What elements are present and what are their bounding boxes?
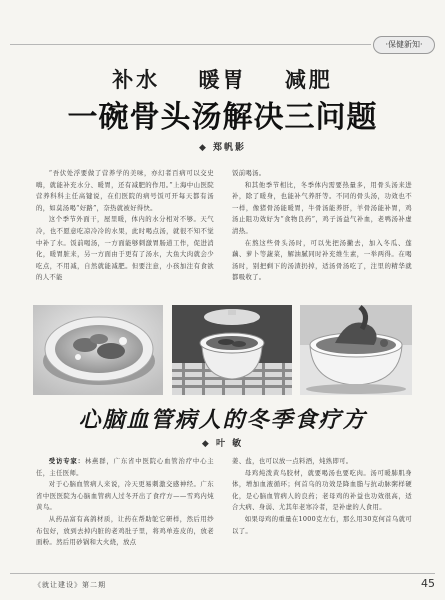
page-number: 45 [421, 577, 435, 590]
footer-publication: 《就让建设》第二期 [34, 581, 106, 589]
paragraph: 对于心脑血管病人来说，冷天更易刺激交感神经。广东省中医医院为心脑血管病人过冬开出了食疗方——雪鸡内炖黄鸟。 [36, 480, 214, 512]
soup-photo-3 [300, 305, 412, 395]
paragraph: 和其他季节相比，冬季体内需要热量多，用骨头汤来进补，除了暖身，也能补气养肝等。不同的骨头汤，功效也不一样，像猪骨汤能暖胃，牛骨汤能养肝，羊骨汤能补胃，鸡汤止阻功效好为“食物良药”，鸡子汤益气补血，老鸭汤补虚清热。 [232, 180, 412, 235]
article2-title: 心脑血管病人的冬季食疗方 [78, 407, 367, 433]
author-label: 受访专家： [48, 457, 85, 465]
paragraph: 在熬这些骨头汤时，可以先把汤撇去，加入冬瓜、莲藕、萝卜等蔬菜，解油腻同时补充维生素，一举两得。在喝汤时，别把剩下的汤渣扔掉，适汤骨汤吃了，注里的精华就都吸收了。 [232, 238, 412, 282]
top-rule [10, 44, 371, 45]
soup-photo-1 [33, 305, 163, 395]
article1-title: 一碗骨头汤解决三问题 [67, 100, 378, 135]
article1-byline: ◆ 郑帆影 [198, 143, 247, 153]
paragraph: 如果母鸡的重量在1000克左右，那么用30克何首乌就可以了。 [232, 514, 412, 535]
kicker-word: 补水 [112, 68, 161, 92]
article1-kicker [0, 64, 445, 94]
article1-column-left [36, 168, 214, 284]
article1-column-right [232, 168, 412, 284]
soup-photo-2 [172, 305, 292, 395]
paragraph: 姜、盐，也可以放一点料酒，炖熟即可。 [232, 457, 353, 465]
paragraph: 从药品富有高鸽材质，让药在帮助鸵它研样，然后用纱布包好，放到去掉内脏的老鸡肚子里，将鸡单连皮的，放老面粉。然后用砂锅和大火烧，放点 [36, 514, 214, 547]
kicker-word: 减肥 [284, 68, 333, 92]
author-detail: 林燕群，广东省中医院心血管治疗中心主任，主任医师。 [36, 457, 214, 477]
paragraph: “吾伏处浮要做了营养学的美味，亦幻者百病可以交史嗨，就能补充水分、暖胃，还有减肥的作用。”上海中山医院营养科科主任高键说，在们医院的病号饭可开每天都有汤的，如莫汤喝“好路”，奈热就被好得快。 [36, 169, 214, 212]
article2-column-left [36, 456, 214, 549]
author-note [36, 456, 214, 479]
bottom-rule [10, 573, 435, 574]
paragraph: 这个季节外面干，屋里暖，体内的水分相对不够。天气冷，也不愿意吃凉冷冷的水果，此时喝点汤，就很不知不觉中补了水。饭前喝汤，一方面能够刺激胃肠道工作，促进消化，暖胃脏来，另一方面由于更有了汤水，大鱼大肉就会少吃点，不用减，自然就能减肥。但要注意，小孩加注有食欲的人不能 [36, 215, 214, 282]
kicker-word: 暖胃 [198, 68, 247, 92]
article2-column-right [232, 456, 412, 537]
section-tag: ·保健新知· [373, 36, 435, 54]
paragraph: 母鸡炖泼黄鸟胶材，就要喝汤也要吃肉。汤可暖肺肌身体，增加血液循环；何首乌的功效是降血脂与抗动脉粥样硬化，是心脑血管病人的良药；老母鸡的补益也功效很高，适合大病、身弱、尤其年老寒冷者，是补虚的人食用。 [232, 468, 412, 512]
article2-byline: ◆ 叶 敏 [201, 439, 244, 449]
paragraph: 饭前喝汤。 [232, 169, 266, 177]
